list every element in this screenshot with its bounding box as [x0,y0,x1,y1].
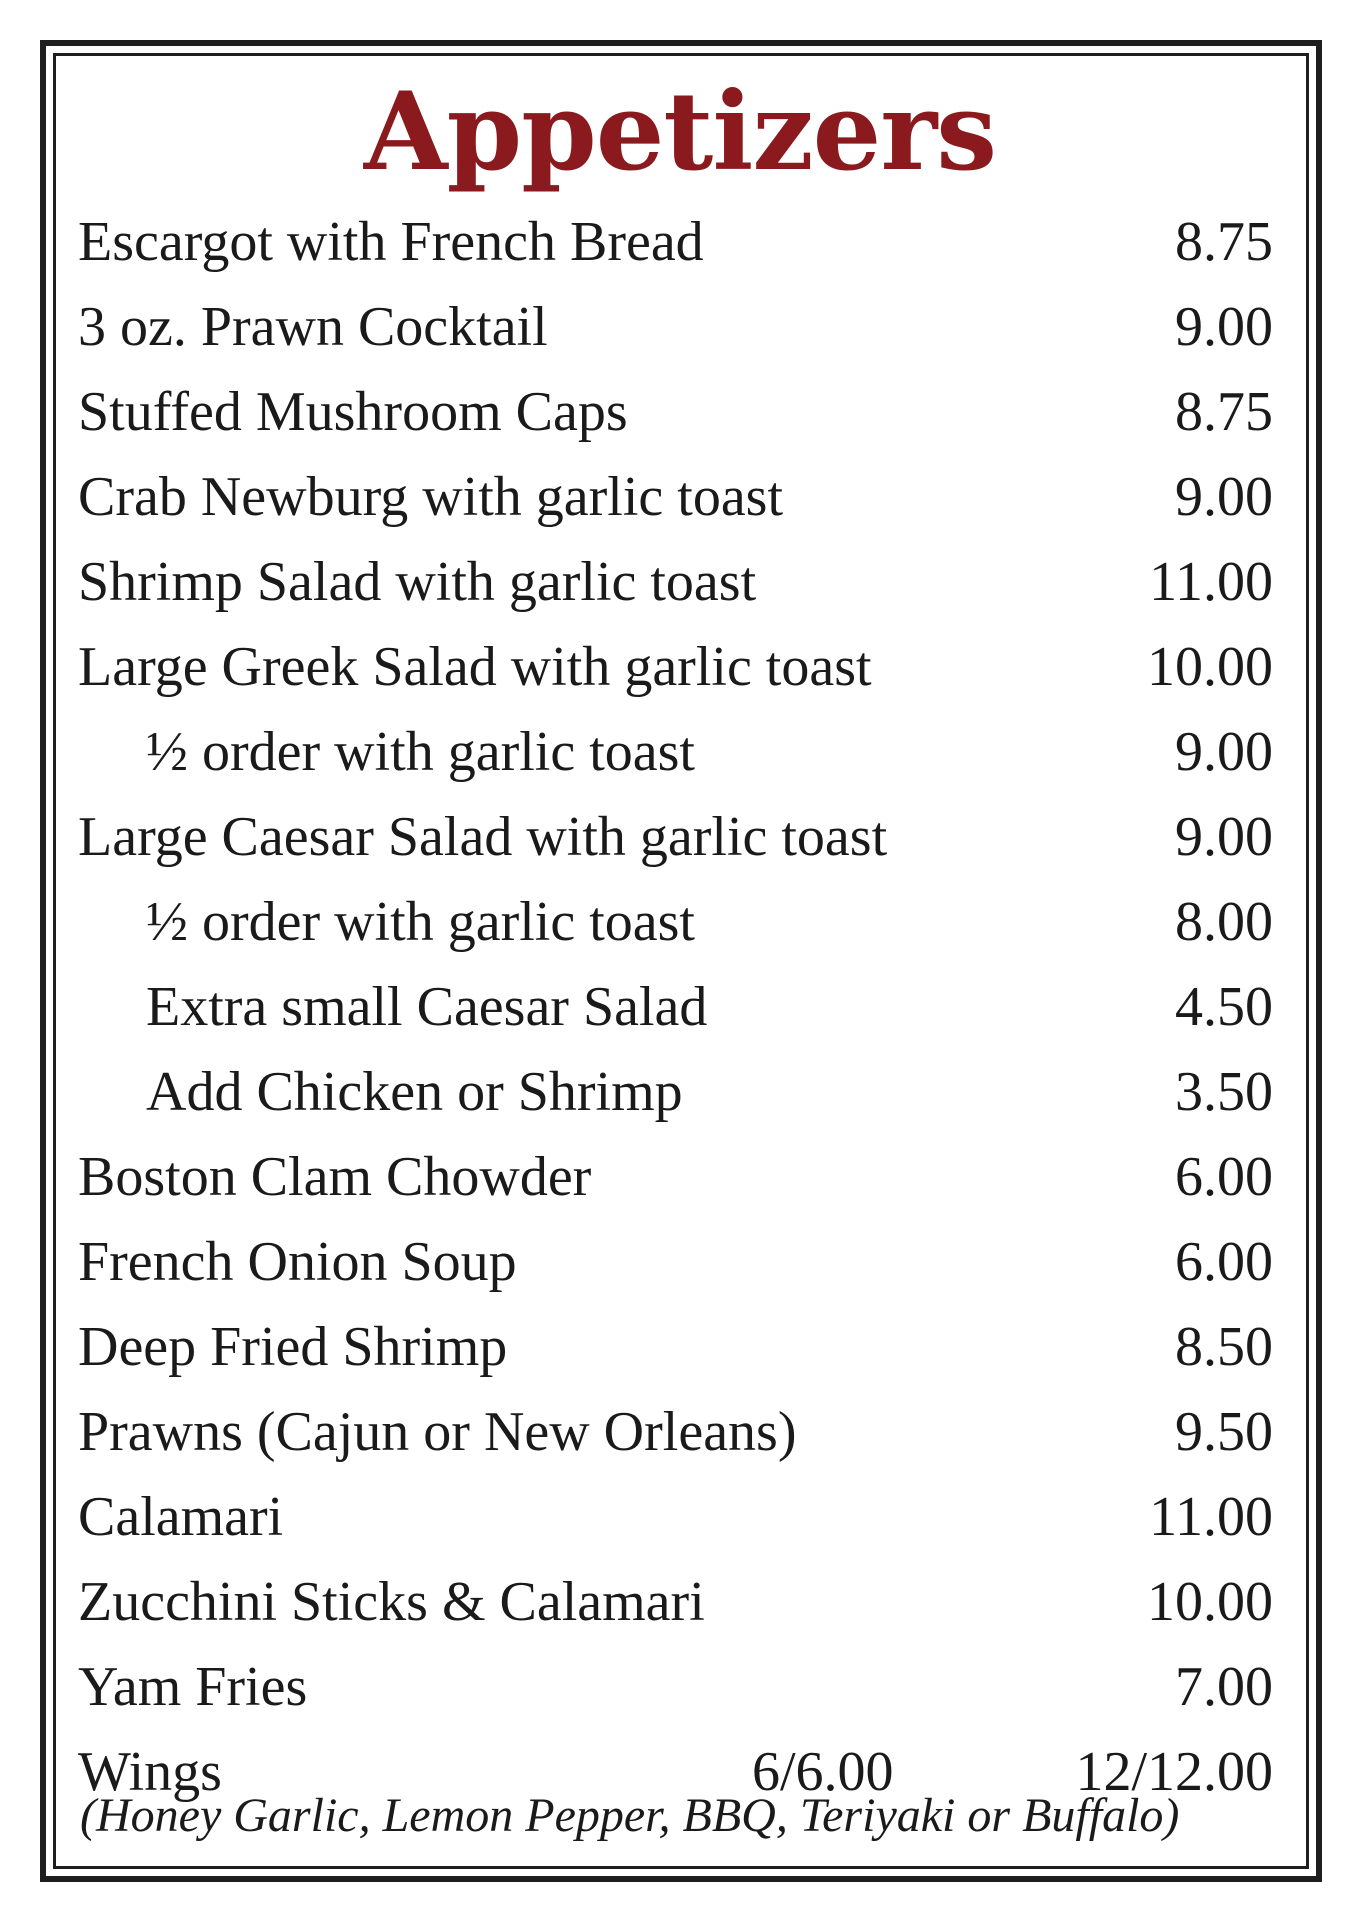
menu-item-greek-half-order [78,710,1278,795]
item-name: French Onion Soup [78,1231,517,1293]
item-price: 6.00 [1175,1146,1273,1208]
menu-item-extra-small-caesar [78,965,1278,1050]
item-name: Extra small Caesar Salad [146,976,708,1038]
item-price: 9.00 [1175,466,1273,528]
menu-item-greek-salad [78,625,1278,710]
item-price: 8.75 [1175,211,1273,273]
menu-title: Appetizers [363,69,997,195]
menu-item-deep-fried-shrimp [78,1305,1278,1390]
item-price: 7.00 [1175,1656,1273,1718]
menu-item-caesar-half-order [78,880,1278,965]
item-name: Large Greek Salad with garlic toast [78,636,872,698]
item-name: Deep Fried Shrimp [78,1316,508,1378]
item-price: 8.50 [1175,1316,1273,1378]
item-name: Shrimp Salad with garlic toast [78,551,757,613]
item-price: 4.50 [1175,976,1273,1038]
item-name: 3 oz. Prawn Cocktail [78,296,548,358]
menu-item-calamari [78,1475,1278,1560]
item-name: Zucchini Sticks & Calamari [78,1571,705,1633]
item-price: 6.00 [1175,1231,1273,1293]
item-price: 3.50 [1175,1061,1273,1123]
item-price: 9.00 [1175,721,1273,783]
item-price: 8.75 [1175,381,1273,443]
appetizer-list [78,200,1278,1815]
item-name: Crab Newburg with garlic toast [78,466,784,528]
item-name: Yam Fries [78,1656,308,1718]
menu-item-shrimp-salad [78,540,1278,625]
item-price: 9.00 [1175,296,1273,358]
item-name: Prawns (Cajun or New Orleans) [78,1401,797,1463]
item-name: ½ order with garlic toast [146,721,695,783]
wings-six-price: 6/6.00 [752,1741,894,1803]
item-name: Add Chicken or Shrimp [146,1061,683,1123]
menu-item-yam-fries [78,1645,1278,1730]
menu-item-crab-newburg [78,455,1278,540]
item-price: 10.00 [1147,1571,1273,1633]
item-price: 11.00 [1149,1486,1273,1548]
item-name: Calamari [78,1486,284,1548]
menu-item-stuffed-mushroom [78,370,1278,455]
item-price: 10.00 [1147,636,1273,698]
item-name: Boston Clam Chowder [78,1146,592,1208]
menu-item-caesar-salad [78,795,1278,880]
menu-item-prawns [78,1390,1278,1475]
item-name: ½ order with garlic toast [146,891,695,953]
menu-item-french-onion-soup [78,1220,1278,1305]
item-name: Escargot with French Bread [78,211,704,273]
menu-item-prawn-cocktail [78,285,1278,370]
menu-item-zucchini-calamari [78,1560,1278,1645]
item-name: Wings [78,1741,222,1803]
menu-item-escargot [78,200,1278,285]
item-price: 8.00 [1175,891,1273,953]
item-price: 9.50 [1175,1401,1273,1463]
menu-item-clam-chowder [78,1135,1278,1220]
item-name: Stuffed Mushroom Caps [78,381,628,443]
item-price: 11.00 [1149,551,1273,613]
item-name: Large Caesar Salad with garlic toast [78,806,888,868]
wings-flavor-note: (Honey Garlic, Lemon Pepper, BBQ, Teriyaki or Buffalo) [80,1789,1180,1842]
wings-twelve-price: 12/12.00 [1075,1741,1273,1803]
menu-item-add-chicken-shrimp [78,1050,1278,1135]
item-price: 9.00 [1175,806,1273,868]
